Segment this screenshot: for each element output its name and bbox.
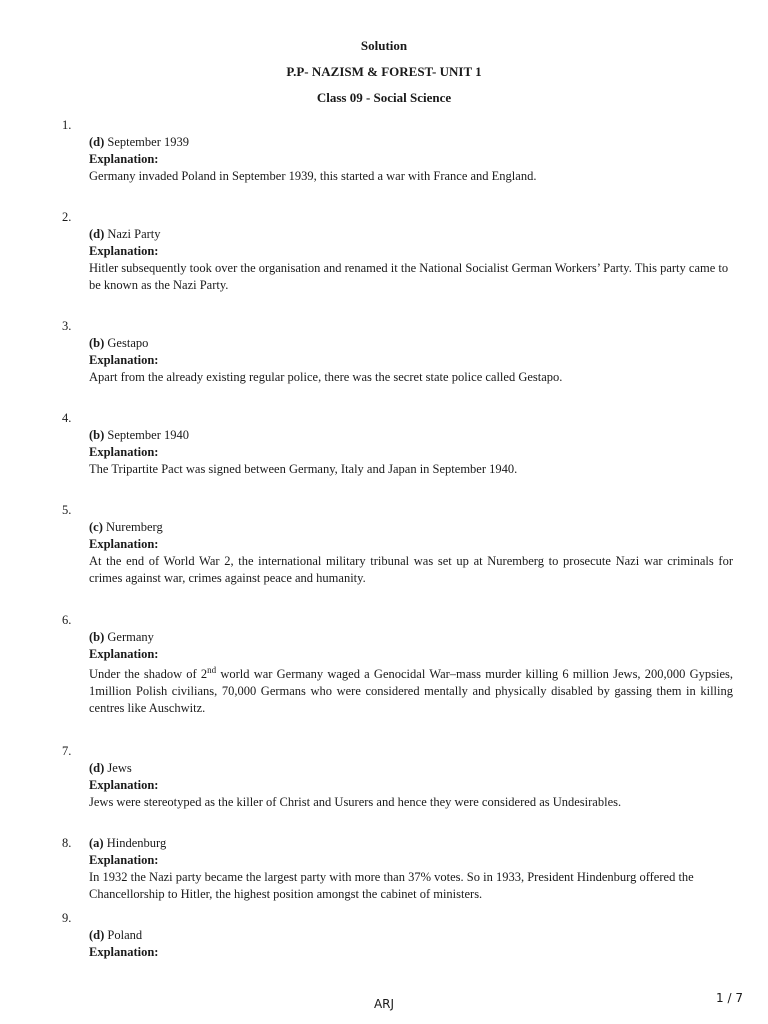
explanation-label: Explanation: xyxy=(89,778,159,792)
answer-line xyxy=(89,226,733,243)
answer-text: Hindenburg xyxy=(106,836,167,850)
footer-label: ARJ xyxy=(373,997,395,1011)
answer-line xyxy=(89,927,733,944)
answer-text: Jews xyxy=(107,761,132,775)
answer-line xyxy=(89,427,733,444)
question-number: 8. xyxy=(62,836,72,850)
question-number: 9. xyxy=(62,911,72,925)
explanation-label: Explanation: xyxy=(89,945,159,959)
answer-text: Germany xyxy=(107,630,154,644)
explanation-label: Explanation: xyxy=(89,445,159,459)
answer-text: Gestapo xyxy=(107,336,149,350)
explanation-text: Hitler subsequently took over the organisation and renamed it the National Socialist German Workers’ Party. This party came to be known as the Nazi Party. xyxy=(89,261,729,292)
document-subtitle: P.P- NAZISM & FOREST- UNIT 1 xyxy=(286,64,482,79)
question-4 xyxy=(62,410,734,478)
explanation-label: Explanation: xyxy=(89,537,159,551)
answer-option: (c) xyxy=(89,520,103,534)
answer-option: (d) xyxy=(89,761,105,775)
answer-line xyxy=(89,519,733,536)
answer-text: Nazi Party xyxy=(107,227,161,241)
explanation-text: In 1932 the Nazi party became the largest party with more than 37% votes. So in 1933, President Hindenburg offered the Chancellorship to Hitler, the highest position amongst the cabinet of ministers. xyxy=(89,870,694,901)
question-number: 4. xyxy=(62,411,72,425)
explanation-text: Germany invaded Poland in September 1939, this started a war with France and England. xyxy=(89,169,537,183)
answer-option: (b) xyxy=(89,428,105,442)
answer-option: (a) xyxy=(89,836,104,850)
question-7 xyxy=(62,743,734,811)
document-title: Solution xyxy=(360,38,408,53)
explanation-text-start: Under the shadow of 2 xyxy=(89,667,208,681)
answer-option: (b) xyxy=(89,336,105,350)
answer-option: (d) xyxy=(89,227,105,241)
answer-text: Poland xyxy=(107,928,143,942)
explanation-label: Explanation: xyxy=(89,853,159,867)
answer-text: September 1940 xyxy=(107,428,189,442)
answer-option: (d) xyxy=(89,135,105,149)
answer-line xyxy=(89,134,733,151)
answer-text: September 1939 xyxy=(107,135,189,149)
explanation-label: Explanation: xyxy=(89,647,159,661)
question-1 xyxy=(62,117,734,185)
explanation-text xyxy=(89,666,733,717)
explanation-text: Apart from the already existing regular police, there was the secret state police called Gestapo. xyxy=(89,370,563,384)
question-2 xyxy=(62,209,734,294)
question-number: 6. xyxy=(62,613,72,627)
answer-line xyxy=(89,335,733,352)
answer-line xyxy=(89,835,733,852)
explanation-label: Explanation: xyxy=(89,152,159,166)
question-8 xyxy=(62,835,734,903)
question-9 xyxy=(62,910,734,961)
explanation-text: Jews were stereotyped as the killer of Christ and Usurers and hence they were considered as Undesirables. xyxy=(89,795,622,809)
answer-line xyxy=(89,629,733,646)
ordinal-superscript: nd xyxy=(207,664,217,675)
question-number: 7. xyxy=(62,744,72,758)
explanation-text: The Tripartite Pact was signed between Germany, Italy and Japan in September 1940. xyxy=(89,462,518,476)
question-number: 2. xyxy=(62,210,72,224)
explanation-text-rest: world war Germany waged a Genocidal War–mass murder killing 6 million Jews, 200,000 Gypsies, 1million Polish civilians, 70,000 Germans who were considered mentally and physically disabled by gassing them in killing centres like Auschwitz. xyxy=(89,667,733,715)
explanation-label: Explanation: xyxy=(89,353,159,367)
answer-line xyxy=(89,760,733,777)
class-line: Class 09 - Social Science xyxy=(316,90,452,105)
explanation-text: At the end of World War 2, the international military tribunal was set up at Nuremberg to prosecute Nazi war criminals for crimes against war, crimes against peace and humanity. xyxy=(89,554,733,585)
question-6 xyxy=(62,612,734,717)
answer-option: (b) xyxy=(89,630,105,644)
question-5 xyxy=(62,502,734,587)
question-number: 5. xyxy=(62,503,72,517)
question-number: 1. xyxy=(62,118,72,132)
explanation-label: Explanation: xyxy=(89,244,159,258)
question-number: 3. xyxy=(62,319,72,333)
question-3 xyxy=(62,318,734,386)
page-number: 1 / 7 xyxy=(716,991,743,1005)
answer-option: (d) xyxy=(89,928,105,942)
answer-text: Nuremberg xyxy=(106,520,163,534)
